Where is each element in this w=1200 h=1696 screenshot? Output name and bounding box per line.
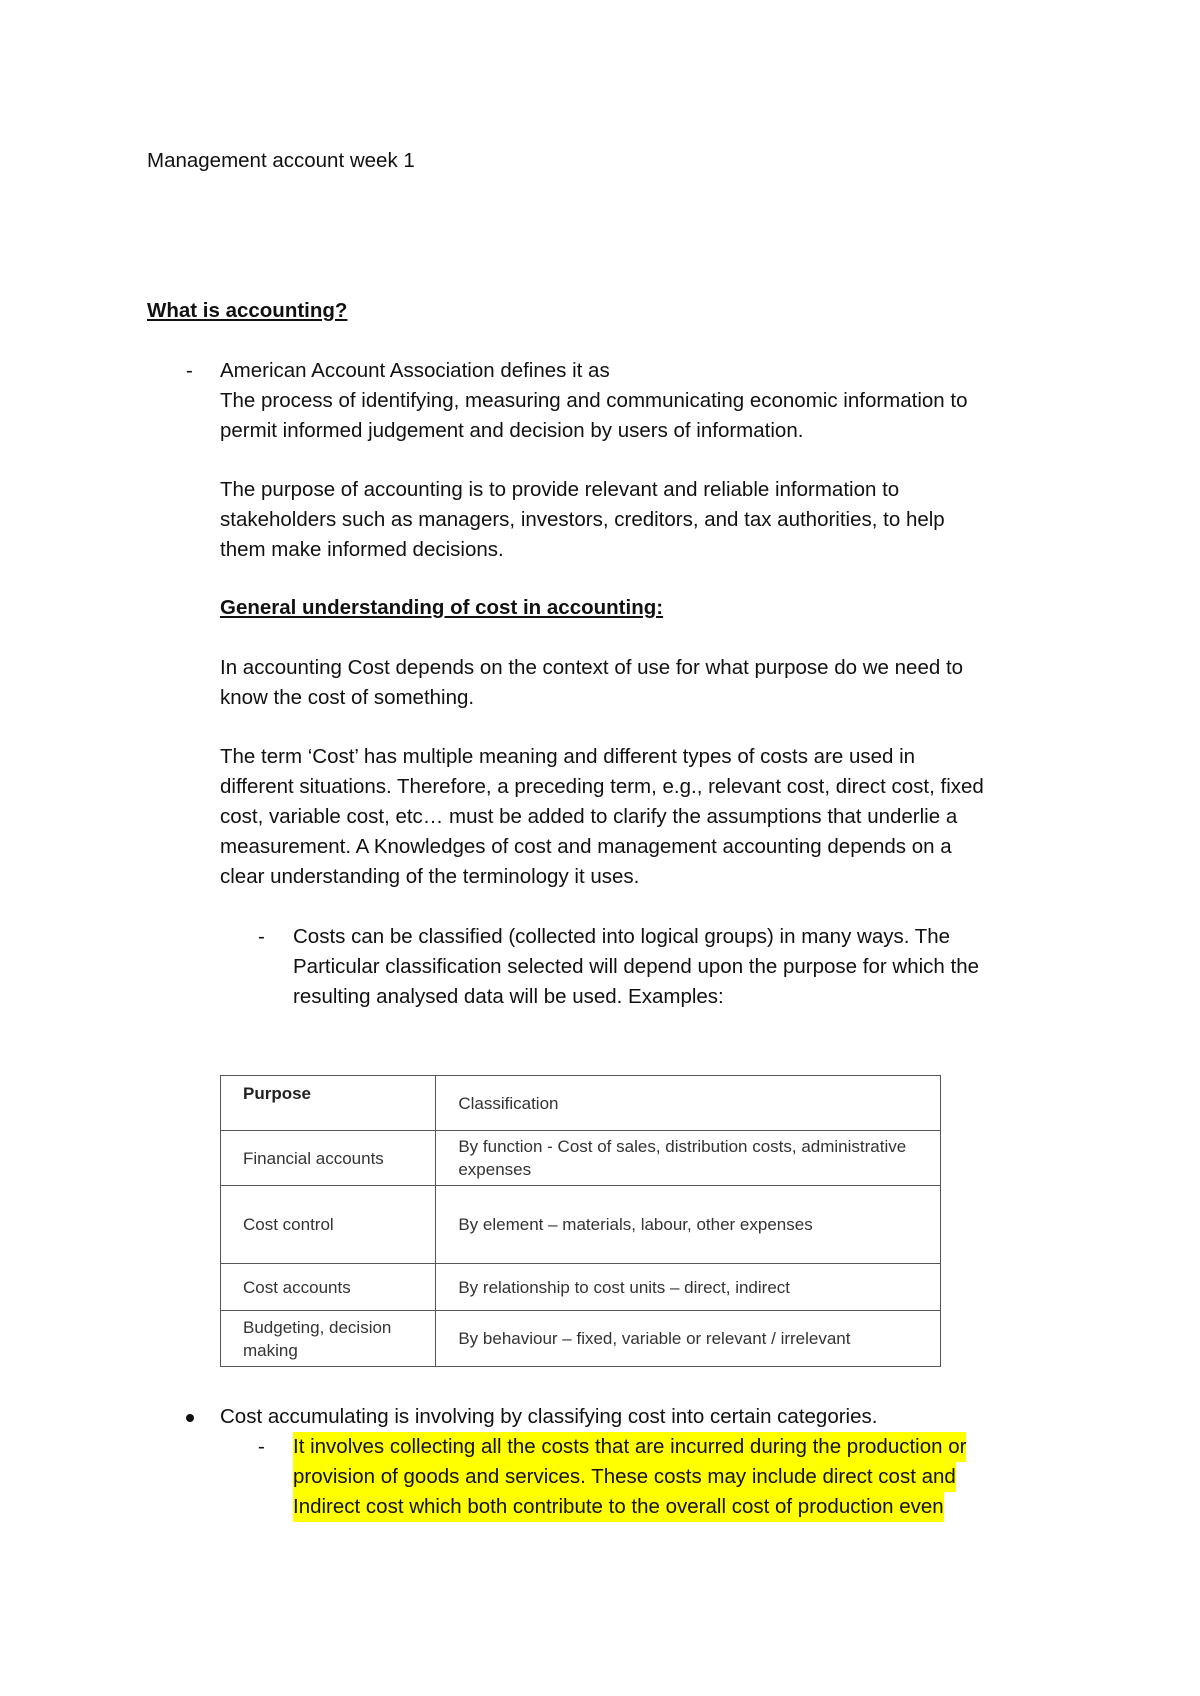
highlighted-line: Indirect cost which both contribute to the overall cost of production even: [293, 1492, 944, 1522]
table-row: [221, 1186, 941, 1264]
classify-line: resulting analysed data will be used. Examples:: [293, 985, 724, 1008]
purpose-line: them make informed decisions.: [220, 538, 504, 561]
definition-line: The process of identifying, measuring and communicating economic information to: [220, 389, 968, 412]
term-line: The term ‘Cost’ has multiple meaning and different types of costs are used in: [220, 745, 916, 768]
table-cell-classification: By relationship to cost units – direct, indirect: [436, 1264, 941, 1311]
table-row: [221, 1264, 941, 1311]
dash-marker: -: [186, 359, 193, 382]
header-purpose: Purpose: [221, 1076, 436, 1131]
dash-marker: -: [258, 1435, 265, 1458]
table-cell-purpose: Financial accounts: [221, 1131, 436, 1186]
purpose-line: stakeholders such as managers, investors, creditors, and tax authorities, to help: [220, 508, 945, 531]
document-title: Management account week 1: [147, 149, 415, 172]
table-cell-purpose: Budgeting, decision making: [221, 1311, 436, 1367]
term-paragraph: [220, 742, 984, 892]
heading-what-is-accounting: What is accounting?: [147, 299, 348, 322]
term-line: cost, variable cost, etc… must be added to clarify the assumptions that underlie a: [220, 805, 958, 828]
header-classification: Classification: [436, 1076, 941, 1131]
highlighted-line: It involves collecting all the costs that are incurred during the production or: [293, 1432, 966, 1462]
term-line: clear understanding of the terminology it uses.: [220, 865, 640, 888]
context-line: know the cost of something.: [220, 686, 475, 709]
table-cell-classification: By behaviour – fixed, variable or relevant / irrelevant: [436, 1311, 941, 1367]
heading-cost-understanding: General understanding of cost in accounting:: [220, 596, 664, 619]
table-cell-classification: By element – materials, labour, other expenses: [436, 1186, 941, 1264]
definition-line: permit informed judgement and decision by users of information.: [220, 419, 804, 442]
classify-line: Particular classification selected will depend upon the purpose for which the: [293, 955, 979, 978]
purpose-paragraph: [220, 475, 945, 565]
definition-paragraph: [220, 356, 968, 446]
table-row: [221, 1311, 941, 1367]
bullet-text: Cost accumulating is involving by classifying cost into certain categories.: [220, 1405, 878, 1428]
table-cell-classification: By function - Cost of sales, distribution costs, administrative expenses: [436, 1131, 941, 1186]
context-paragraph: [220, 653, 963, 713]
definition-line: American Account Association defines it as: [220, 359, 610, 382]
bullet-icon: [186, 1414, 194, 1422]
context-line: In accounting Cost depends on the context of use for what purpose do we need to: [220, 656, 964, 679]
highlighted-line: provision of goods and services. These costs may include direct cost and: [293, 1462, 956, 1492]
term-line: measurement. A Knowledges of cost and management accounting depends on a: [220, 835, 952, 858]
classification-table: [220, 1075, 941, 1367]
classify-paragraph: [293, 922, 979, 1012]
table-row: [221, 1131, 941, 1186]
table-cell-purpose: Cost accounts: [221, 1264, 436, 1311]
table-cell-purpose: Cost control: [221, 1186, 436, 1264]
highlighted-paragraph: [293, 1432, 966, 1522]
term-line: different situations. Therefore, a preceding term, e.g., relevant cost, direct cost, fixed: [220, 775, 984, 798]
purpose-line: The purpose of accounting is to provide relevant and reliable information to: [220, 478, 900, 501]
classify-line: Costs can be classified (collected into logical groups) in many ways. The: [293, 925, 951, 948]
table-header-row: [221, 1076, 941, 1131]
dash-marker: -: [258, 925, 265, 948]
